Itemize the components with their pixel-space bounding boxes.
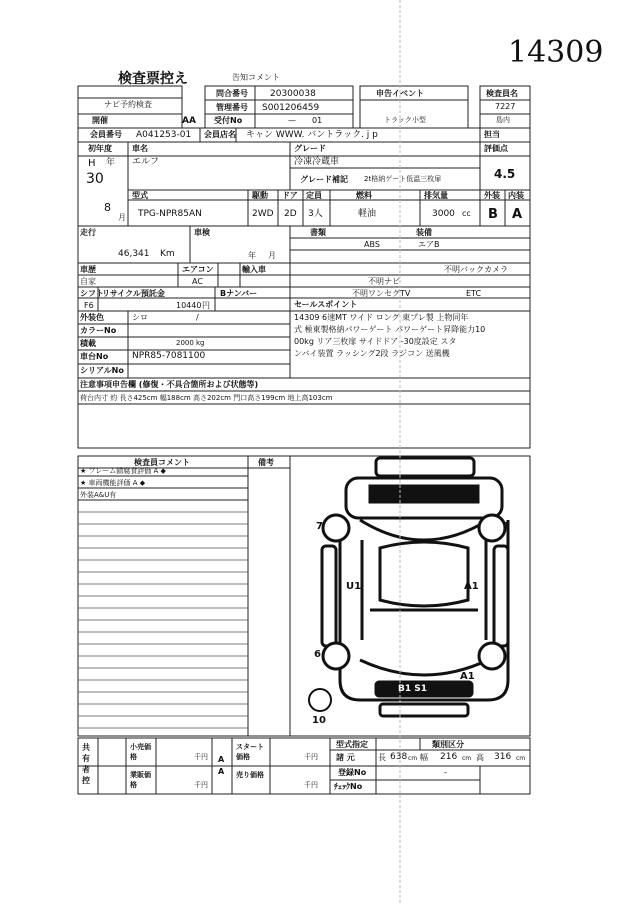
year: 30 (86, 171, 104, 187)
serial-label: シリアルNo (80, 366, 124, 375)
capacity-label: 定員 (306, 191, 322, 200)
spec-label: 諸 元 (336, 753, 355, 762)
class-label: 類別区分 (432, 740, 464, 749)
person-label: 担当 (484, 130, 500, 139)
event-label: 申告イベント (376, 89, 424, 98)
inspector-comment-item: 外装A&U有 (80, 491, 117, 499)
aa-bottom: A (218, 767, 225, 776)
handwritten-number: 14309 (508, 35, 604, 70)
held-value: AA (182, 116, 196, 126)
grade-label: グレード (294, 144, 326, 153)
store-name: キャン WWW. バントラック. j p (246, 130, 378, 140)
load-unit: kg (196, 339, 205, 347)
year-unit: 年 (106, 158, 116, 168)
inspector-note: 島内 (496, 116, 510, 124)
category: トラック小型 (384, 116, 426, 124)
inquiry-no: 20300038 (270, 89, 316, 99)
chassis-value: NPR85-7081100 (132, 351, 206, 361)
inspector-comment-item: ★ 車両機能評価 A ◆ (80, 479, 146, 487)
shaken-year-unit: 年 (248, 251, 256, 260)
sales-point-line: 式 極東製格納パワーゲート パワーゲート昇降能力10 (294, 325, 486, 334)
mark-rear-left: 6 (314, 649, 321, 660)
sales-point-line: ンバイ装置 ラッシング2段 ラジコン 送風機 (294, 349, 450, 358)
displacement-label: 排気量 (424, 191, 448, 200)
small-price-label: 小売価格 (130, 743, 151, 761)
month-unit: 月 (118, 213, 126, 222)
reception-label: 受付No (214, 116, 243, 125)
wholesale-unit: 千円 (194, 781, 208, 789)
exterior-label: 外装 (484, 191, 500, 200)
wholesale-label: 業販価格 (130, 771, 151, 789)
equip-back-camera: 不明バックカメラ (444, 265, 508, 274)
recycle-unit: 円 (202, 301, 210, 310)
member-no-label: 会員番号 (90, 130, 122, 139)
height-value: 316 (494, 752, 512, 762)
interior-grade: A (512, 207, 523, 222)
held-label: 開催 (92, 116, 108, 125)
width-unit: cm (462, 755, 472, 762)
displacement-unit: cc (462, 209, 471, 218)
sales-point-line: 14309 6速MT ワイド ロング 東プレ製 上物同年 (294, 313, 469, 322)
recycle-value: 10440 (176, 301, 202, 310)
reg-no-value: - (444, 768, 447, 777)
score: 4.5 (494, 167, 516, 181)
b-number-label: Bナンバー (220, 289, 258, 298)
width-label: 幅 (420, 753, 428, 762)
color-label: 外装色 (80, 313, 104, 322)
capacity: 3人 (308, 209, 323, 219)
doors-label: ドア (282, 191, 298, 200)
color-value: シロ (132, 313, 148, 322)
sales-point-line: 00kg リア三枚扉 サイドドア -30度設定 スタ (294, 337, 457, 346)
shaken-month-unit: 月 (268, 251, 276, 260)
color-no-label: カラーNo (80, 326, 117, 335)
footer-side-label: 共有者控 (82, 743, 90, 785)
inquiry-no-label: 問合番号 (216, 89, 248, 98)
grade-sup-label: グレード補記 (300, 175, 348, 184)
history-label: 車歴 (80, 265, 96, 274)
model-spec-label: 型式指定 (336, 740, 368, 749)
mark-front-right: 7 (502, 521, 509, 532)
equip-abs: ABS (364, 240, 380, 249)
equip-etc: ETC (466, 289, 482, 298)
recycle-label: リサイクル預託金 (102, 289, 165, 298)
inspector-comment-label: 検査員コメント (134, 458, 190, 467)
reception-dash: — (288, 116, 296, 125)
interior-label: 内装 (508, 191, 524, 200)
mark-right-door: A1 (464, 581, 479, 592)
navi-label: ナビ予約検査 (104, 100, 152, 109)
load-value: 2000 (176, 339, 194, 347)
length-unit: cm (408, 755, 418, 762)
mileage-value: 46,341 (118, 249, 150, 259)
check-no-label: ﾁｪｯｸNo (334, 782, 363, 791)
small-price-unit: 千円 (194, 753, 208, 761)
equip-navi: 不明ナビ (368, 277, 400, 286)
inspector-comment-item: ★ フレーム錆腐食評価 A ◆ (80, 467, 166, 475)
start-price-unit: 千円 (304, 753, 318, 761)
start-price-label: スタート価格 (236, 743, 264, 761)
color-slash: / (196, 313, 199, 322)
month: 8 (104, 201, 111, 214)
member-no: A041253-01 (136, 130, 192, 140)
equip-one-seg: 不明ワンセグTV (352, 289, 411, 298)
sold-price-unit: 千円 (304, 781, 318, 789)
reception-no: 01 (312, 116, 323, 125)
remarks-label: 備考 (258, 458, 274, 467)
era: H (88, 158, 96, 169)
mgmt-no: S001206459 (262, 103, 320, 113)
height-unit: cm (516, 755, 526, 762)
store-label: 会員店名 (204, 130, 236, 139)
shift-label: シフト (80, 289, 104, 298)
fuel-label: 燃料 (356, 191, 372, 200)
equipment-label: 装備 (416, 228, 432, 237)
inspector-label: 検査員名 (486, 89, 518, 98)
load-label: 積載 (80, 339, 96, 348)
shaken-label: 車検 (194, 228, 210, 237)
shift-value: F6 (84, 301, 94, 310)
model-label: 型式 (132, 191, 148, 200)
notes-label: 注意事項申告欄 (修復・不具合箇所および状態等) (80, 380, 259, 389)
doors: 2D (284, 209, 297, 219)
mgmt-no-label: 管理番号 (216, 103, 248, 112)
width-value: 216 (440, 752, 458, 762)
grade-sup: 2t格納ゲート低温三枚扉 (364, 175, 442, 183)
chassis-label: 車台No (80, 352, 109, 361)
drive: 2WD (252, 209, 274, 219)
exterior-grade: B (488, 207, 498, 222)
mark-left-door: U1 (346, 581, 362, 592)
equip-airbag: エアB (418, 240, 440, 249)
sold-price-label: 売り価格 (236, 771, 264, 779)
inspector-no: 7227 (495, 102, 516, 111)
papers-label: 書類 (310, 228, 326, 237)
aa-top: A (218, 755, 225, 764)
first-reg-label: 初年度 (88, 144, 112, 153)
mark-rear-right: A1 (460, 671, 475, 682)
form-title: 検査票控え (118, 71, 188, 87)
length-value: 638 (390, 752, 408, 762)
score-label: 評価点 (484, 144, 508, 153)
mark-front-left: 7 (316, 521, 323, 532)
mark-spare: 10 (312, 715, 326, 726)
mileage-unit: Km (160, 249, 175, 259)
name-label: 車名 (132, 144, 148, 153)
model: TPG-NPR85AN (138, 209, 202, 219)
mileage-label: 走行 (80, 228, 96, 237)
mark-rear-center: B1 S1 (398, 684, 427, 694)
fuel: 軽油 (358, 209, 377, 219)
grade: 冷凍冷蔵車 (294, 157, 340, 167)
sales-point-label: セールスポイント (294, 300, 358, 309)
history-value: 自家 (80, 277, 96, 286)
height-label: 高 (476, 753, 484, 762)
length-label: 長 (378, 753, 386, 762)
displacement: 3000 (432, 209, 455, 219)
vehicle-name: エルフ (132, 157, 160, 167)
import-label: 輸入車 (242, 265, 266, 274)
notice-label: 告知コメント (232, 73, 280, 82)
aircon-label: エアコン (182, 265, 214, 274)
notes-line: 荷台内寸 約 長さ425cm 幅188cm 高さ202cm 門口高さ199cm 地上高103cm (80, 394, 333, 402)
drive-label: 駆動 (252, 191, 268, 200)
aircon-value: AC (192, 277, 203, 286)
reg-no-label: 登録No (338, 768, 367, 777)
